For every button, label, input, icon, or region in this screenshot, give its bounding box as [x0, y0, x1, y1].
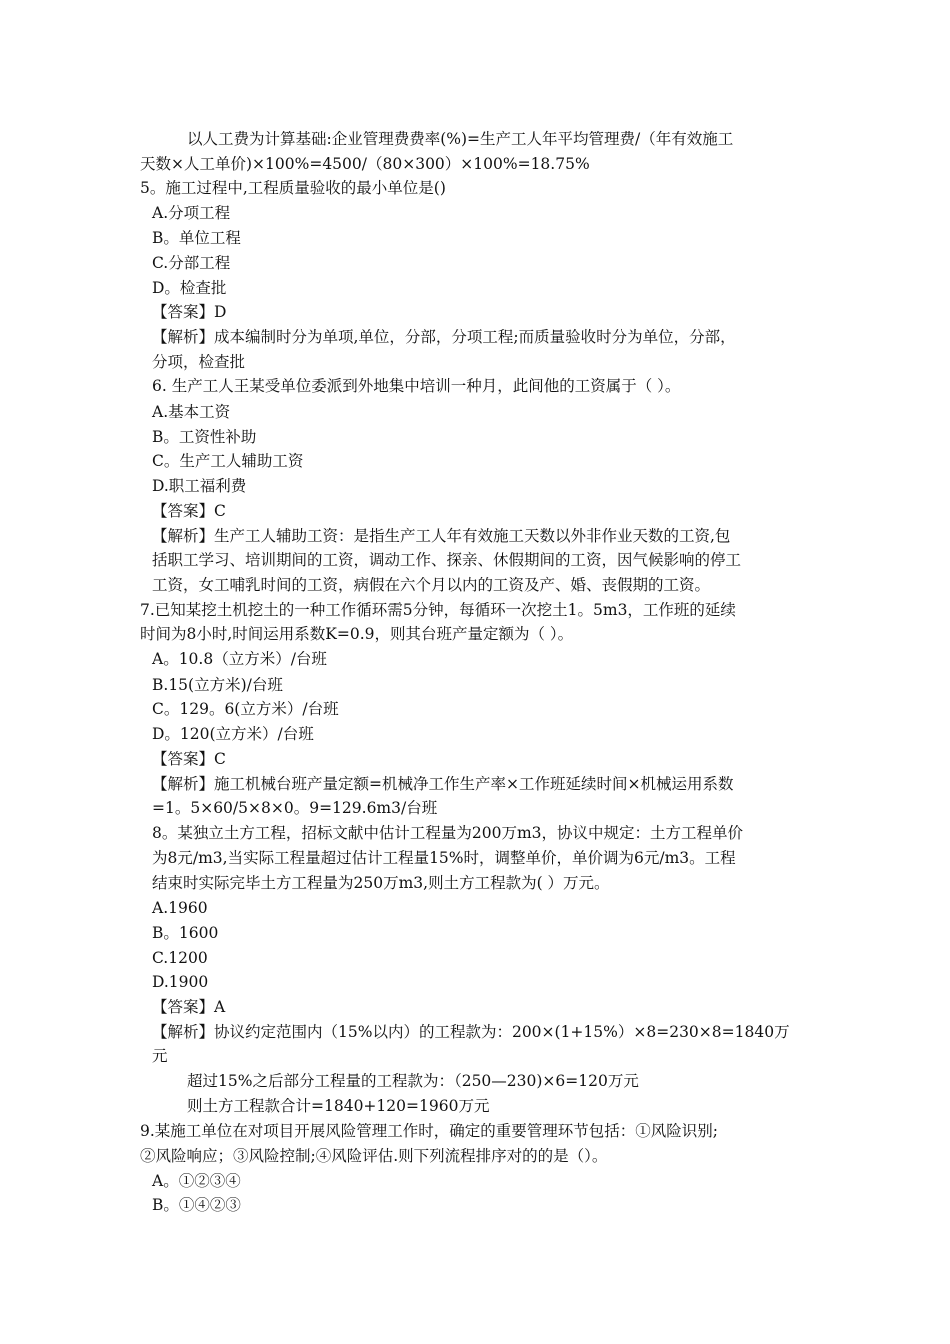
answer: 【答案】A — [152, 998, 226, 1016]
question-5: 5。施工过程中,工程质量验收的最小单位是() — [140, 179, 446, 197]
option-d: D.1900 — [152, 973, 209, 991]
explanation: 工资，女工哺乳时间的工资，病假在六个月以内的工资及产、婚、丧假期的工资。 — [152, 576, 711, 594]
option-b: B。1600 — [152, 924, 219, 942]
question-8: 为8元/m3,当实际工程量超过估计工程量15%时，调整单价，单价调为6元/m3。工程 — [152, 849, 736, 867]
explanation: 【解析】生产工人辅助工资：是指生产工人年有效施工天数以外非作业天数的工资,包 — [152, 527, 731, 545]
explanation: 【解析】成本编制时分为单项,单位，分部，分项工程;而质量验收时分为单位，分部， — [152, 328, 736, 346]
question-8: 结束时实际完毕土方工程量为250万m3,则土方工程款为( ）万元。 — [152, 874, 610, 892]
question-9: 9.某施工单位在对项目开展风险管理工作时，确定的重要管理环节包括：①风险识别; — [140, 1122, 719, 1140]
option-b: B。①④②③ — [152, 1196, 241, 1214]
option-d: D.职工福利费 — [152, 477, 247, 495]
question-8: 8。某独立土方工程，招标文献中估计工程量为200万m3，协议中规定：土方工程单价 — [152, 824, 744, 842]
text-line: 天数×人工单价)×100%=4500/（80×300）×100%=18.75% — [140, 155, 590, 173]
option-c: C.分部工程 — [152, 254, 231, 272]
option-b: B.15(立方米)/台班 — [152, 676, 283, 694]
option-c: C。生产工人辅助工资 — [152, 452, 304, 470]
text-line: 以人工费为计算基础:企业管理费费率(%)=生产工人年平均管理费/（年有效施工 — [187, 130, 734, 148]
question-7: 时间为8小时,时间运用系数K=0.9，则其台班产量定额为（ ）。 — [140, 625, 574, 643]
explanation: 【解析】协议约定范围内（15%以内）的工程款为：200×(1+15%）×8=230×8=1840万 — [152, 1023, 790, 1041]
option-b: B。工资性补助 — [152, 428, 257, 446]
explanation: =1。5×60/5×8×0。9=129.6m3/台班 — [152, 799, 438, 817]
option-d: D。检查批 — [152, 279, 227, 297]
option-a: A.基本工资 — [152, 403, 231, 421]
answer: 【答案】C — [152, 502, 226, 520]
question-9: ②风险响应；③风险控制;④风险评估.则下列流程排序对的的是（）。 — [140, 1147, 608, 1165]
option-d: D。120(立方米）/台班 — [152, 725, 314, 743]
explanation: 【解析】施工机械台班产量定额=机械净工作生产率×工作班延续时间×机械运用系数 — [152, 775, 734, 793]
option-a: A.分项工程 — [152, 204, 231, 222]
explanation: 括职工学习、培训期间的工资，调动工作、探亲、休假期间的工资，因气候影响的停工 — [152, 551, 742, 569]
explanation: 则土方工程款合计=1840+120=1960万元 — [187, 1097, 490, 1115]
option-a: A。10.8（立方米）/台班 — [152, 650, 327, 668]
explanation: 超过15%之后部分工程量的工程款为：（250—230)×6=120万元 — [187, 1072, 639, 1090]
explanation: 元 — [152, 1047, 168, 1065]
option-c: C.1200 — [152, 949, 208, 967]
question-6: 6. 生产工人王某受单位委派到外地集中培训一种月，此间他的工资属于（ ）。 — [152, 377, 681, 395]
option-a: A.1960 — [152, 899, 208, 917]
explanation: 分项，检查批 — [152, 353, 246, 371]
answer: 【答案】C — [152, 750, 226, 768]
option-c: C。129。6(立方米）/台班 — [152, 700, 339, 718]
option-a: A。①②③④ — [152, 1172, 241, 1190]
option-b: B。单位工程 — [152, 229, 241, 247]
answer: 【答案】D — [152, 303, 227, 321]
question-7: 7.已知某挖土机挖土的一种工作循环需5分钟，每循环一次挖土1。5m3，工作班的延续 — [140, 601, 736, 619]
